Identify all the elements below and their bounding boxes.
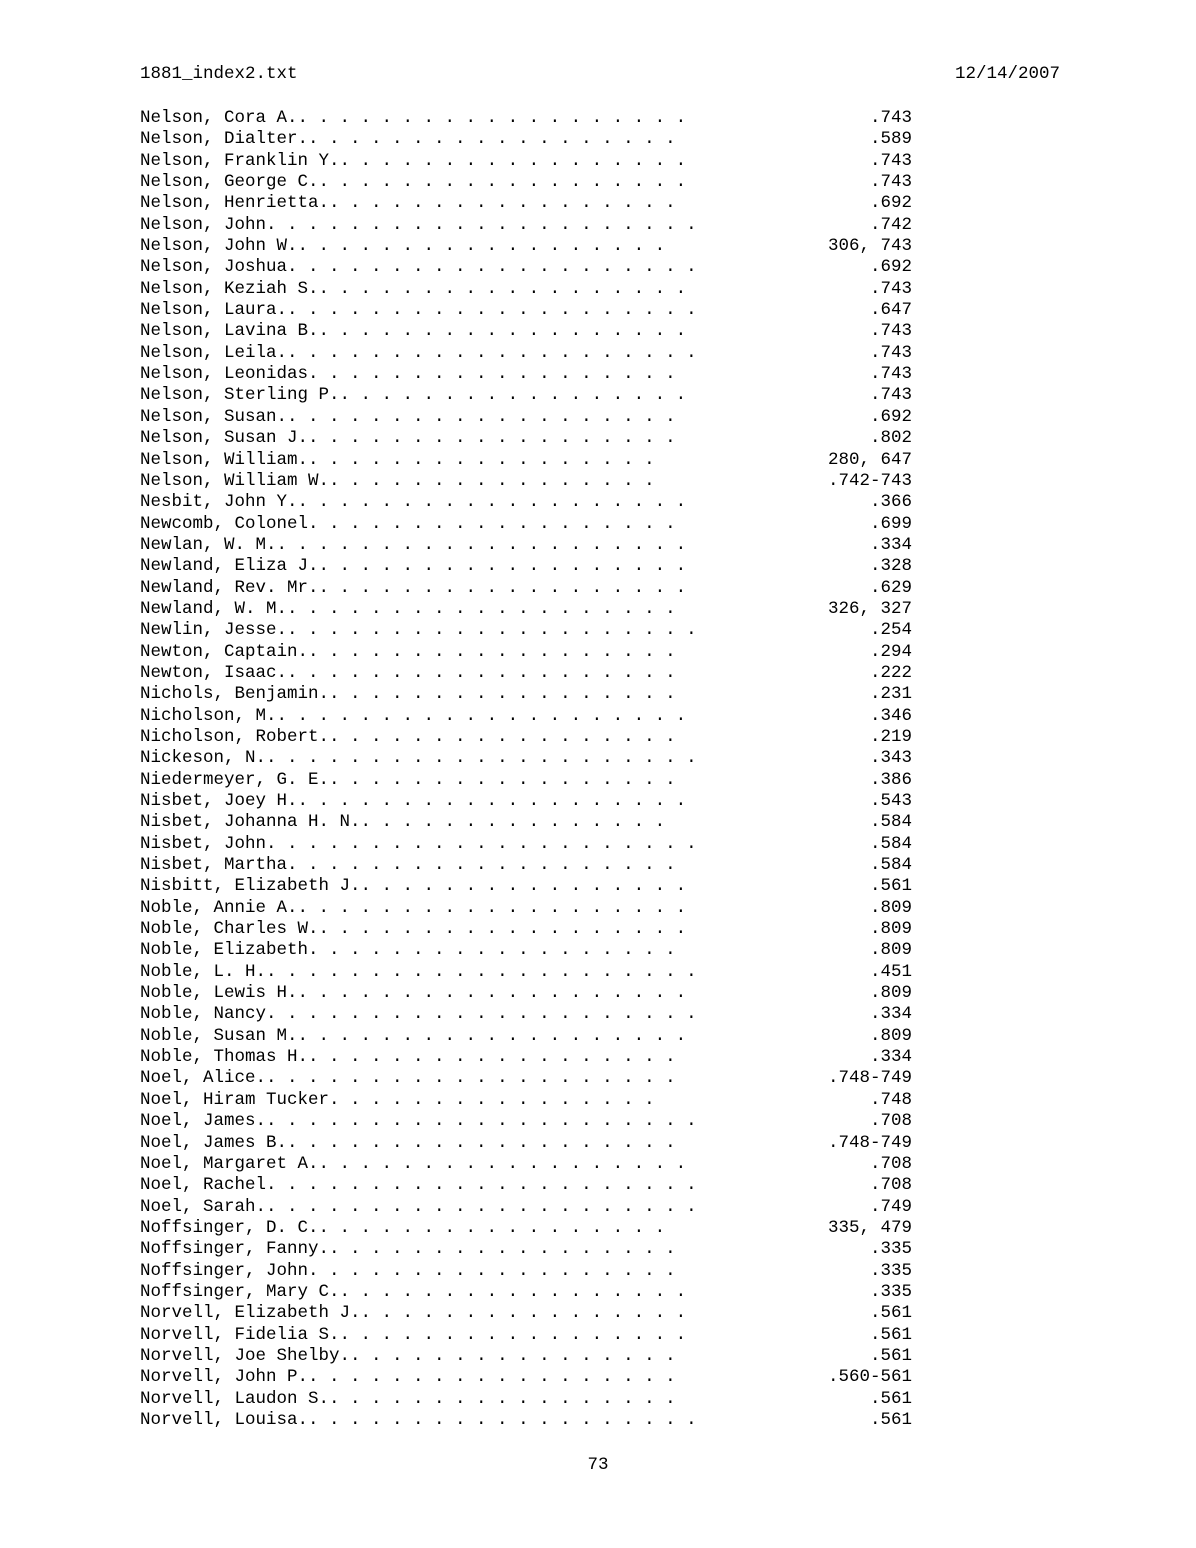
index-entry	[140, 1410, 912, 1431]
entry-name: Niedermeyer, G. E.	[140, 769, 330, 790]
index-entry	[140, 215, 912, 236]
entry-leader-dots: . . . . . . . . . . . . . . . .	[329, 1089, 655, 1110]
entry-leader-dots: . . . . . . . . . . . . . . . . . .	[318, 278, 687, 299]
entry-page-numbers: .561	[869, 876, 912, 897]
entry-leader-dots: . . . . . . . . . . . . . . . . . . . .	[287, 342, 697, 363]
index-entry	[140, 1282, 912, 1303]
entry-name: Nelson, Laura.	[140, 300, 288, 321]
entry-page-numbers: .742	[869, 214, 912, 235]
index-entry	[140, 1090, 912, 1111]
entry-name: Nelson, George C.	[140, 172, 319, 193]
index-entry	[140, 471, 912, 492]
entry-leader-dots: . . . . . . . . . . . . . . . . .	[339, 1281, 687, 1302]
entry-page-numbers: .809	[869, 983, 912, 1004]
index-entry	[140, 1111, 912, 1132]
index-entry	[140, 1004, 912, 1025]
entry-name: Noble, Susan M.	[140, 1025, 298, 1046]
index-entry	[140, 706, 912, 727]
entry-name: Nelson, John W.	[140, 236, 298, 257]
index-entry	[140, 812, 912, 833]
entry-name: Norvell, Joe Shelby.	[140, 1345, 351, 1366]
entry-page-numbers: .451	[869, 961, 912, 982]
entry-name: Nisbitt, Elizabeth J.	[140, 876, 361, 897]
entry-leader-dots: . . . . . . . . . . . . . . . . . .	[308, 1367, 676, 1388]
entry-page-numbers: .708	[869, 1153, 912, 1174]
entry-page-numbers: .743	[869, 150, 912, 171]
entry-page-numbers: .629	[869, 577, 912, 598]
entry-name: Newlan, W. M.	[140, 534, 277, 555]
index-entry	[140, 1197, 912, 1218]
index-entry	[140, 791, 912, 812]
entry-name: Newland, W. M.	[140, 598, 288, 619]
entry-leader-dots: . . . . . . . . . . . . . . . . .	[339, 150, 687, 171]
entry-name: Noble, Lewis H.	[140, 983, 298, 1004]
entry-leader-dots: . . . . . . . . . . . . . . . . . . . . .	[266, 1175, 697, 1196]
index-entry	[140, 514, 912, 535]
index-entry	[140, 450, 912, 471]
entry-name: Norvell, Laudon S.	[140, 1388, 330, 1409]
index-entry	[140, 1261, 912, 1282]
entry-leader-dots: . . . . . . . . . . . . . . . . . . . .	[276, 534, 687, 555]
entry-page-numbers: .584	[869, 833, 912, 854]
entry-page-numbers: .743	[869, 172, 912, 193]
index-entry	[140, 1346, 912, 1367]
entry-leader-dots: . . . . . . . . . . . . . . . . .	[329, 193, 676, 214]
entry-page-numbers: .809	[869, 897, 912, 918]
entry-name: Noffsinger, Mary C.	[140, 1281, 340, 1302]
entry-leader-dots: . . . . . . . . . . . . . . . . . . . .	[287, 257, 697, 278]
index-entry	[140, 1325, 912, 1346]
index-entry	[140, 279, 912, 300]
entry-name: Noel, Alice.	[140, 1068, 267, 1089]
entry-name: Nelson, Cora A.	[140, 108, 298, 128]
entry-name: Nelson, Henrietta.	[140, 193, 330, 214]
entry-page-numbers: .748-749	[827, 1068, 912, 1089]
entry-name: Nelson, Dialter.	[140, 129, 309, 150]
entry-page-numbers: .343	[869, 748, 912, 769]
entry-name: Noble, Annie A.	[140, 897, 298, 918]
entry-leader-dots: . . . . . . . . . . . . . . . . . . .	[297, 983, 687, 1004]
entry-leader-dots: . . . . . . . . . . . . . . . . . . .	[297, 1025, 687, 1046]
index-entry	[140, 748, 912, 769]
entry-leader-dots: . . . . . . . . . . . . . . . . . . . . .	[266, 833, 697, 854]
entry-name: Nicholson, M.	[140, 705, 277, 726]
entry-leader-dots: . . . . . . . . . . . . . . . . . . . . .	[266, 748, 697, 769]
entry-name: Newland, Eliza J.	[140, 556, 319, 577]
entry-page-numbers: .743	[869, 321, 912, 342]
entry-page-numbers: .809	[869, 919, 912, 940]
entry-page-numbers: .561	[869, 1345, 912, 1366]
index-entry	[140, 1175, 912, 1196]
entry-leader-dots: . . . . . . . . . . . . . . . . . . .	[297, 108, 687, 128]
entry-name: Noffsinger, Fanny.	[140, 1239, 330, 1260]
index-entry	[140, 642, 912, 663]
entry-page-numbers: .584	[869, 812, 912, 833]
entry-leader-dots: . . . . . . . . . . . . . . . . .	[339, 1324, 687, 1345]
entry-name: Newland, Rev. Mr.	[140, 577, 319, 598]
entry-name: Nelson, Susan.	[140, 406, 288, 427]
entry-name: Noel, Rachel	[140, 1175, 267, 1196]
entry-name: Noble, Elizabeth	[140, 940, 309, 961]
page-header	[140, 64, 1060, 84]
entry-page-numbers: .254	[869, 620, 912, 641]
entry-page-numbers: .561	[869, 1388, 912, 1409]
entry-leader-dots: . . . . . . . . . . . . . . . . . .	[308, 513, 676, 534]
entry-name: Norvell, Elizabeth J.	[140, 1303, 361, 1324]
index-entry	[140, 962, 912, 983]
entry-leader-dots: . . . . . . . . . . . . . . . . . . .	[297, 897, 687, 918]
index-entry	[140, 364, 912, 385]
entry-page-numbers: .222	[869, 662, 912, 683]
entry-page-numbers: .743	[869, 342, 912, 363]
entry-page-numbers: .742-743	[827, 470, 912, 491]
entry-name: Nesbit, John Y.	[140, 492, 298, 513]
index-entry	[140, 1303, 912, 1324]
entry-leader-dots: . . . . . . . . . . . . . . . . . .	[308, 129, 676, 150]
entry-leader-dots: . . . . . . . . . . . . . . . . . .	[308, 1260, 676, 1281]
entry-page-numbers: .334	[869, 1004, 912, 1025]
entry-name: Noel, Margaret A.	[140, 1153, 319, 1174]
index-entry	[140, 193, 912, 214]
index-entry	[140, 1026, 912, 1047]
entry-leader-dots: . . . . . . . . . . . . . . . . . .	[308, 641, 676, 662]
entry-leader-dots: . . . . . . . . . . . . . . . . . . . . .	[266, 214, 697, 235]
index-entry-list	[140, 108, 912, 1431]
entry-name: Nichols, Benjamin.	[140, 684, 330, 705]
entry-page-numbers: .543	[869, 791, 912, 811]
entry-leader-dots: . . . . . . . . . . . . . . . . . . .	[297, 492, 687, 513]
entry-page-numbers: .589	[869, 129, 912, 150]
index-entry	[140, 172, 912, 193]
index-entry	[140, 535, 912, 556]
entry-name: Noel, Sarah.	[140, 1196, 267, 1217]
entry-page-numbers: .334	[869, 534, 912, 555]
entry-page-numbers: .692	[869, 193, 912, 214]
entry-page-numbers: .692	[869, 406, 912, 427]
index-entry	[140, 492, 912, 513]
index-entry	[140, 257, 912, 278]
entry-leader-dots: . . . . . . . . . . . . . . .	[360, 812, 666, 833]
entry-page-numbers: 280, 647	[827, 449, 912, 470]
entry-leader-dots: . . . . . . . . . . . . . . . . .	[329, 1388, 676, 1409]
entry-leader-dots: . . . . . . . . . . . . . . . . . . .	[297, 791, 687, 811]
entry-page-numbers: .366	[869, 492, 912, 513]
entry-name: Newcomb, Colonel	[140, 513, 309, 534]
entry-leader-dots: . . . . . . . . . . . . . . . . . . . . .	[266, 1004, 697, 1025]
entry-name: Noble, Charles W.	[140, 919, 319, 940]
entry-name: Nelson, Keziah S.	[140, 278, 319, 299]
entry-name: Noble, L. H.	[140, 961, 267, 982]
entry-name: Newton, Isaac.	[140, 662, 288, 683]
index-entry	[140, 407, 912, 428]
entry-name: Nisbet, Joey H.	[140, 791, 298, 811]
entry-page-numbers: .743	[869, 278, 912, 299]
index-entry	[140, 1389, 912, 1410]
entry-page-numbers: .335	[869, 1239, 912, 1260]
entry-page-numbers: .802	[869, 428, 912, 449]
entry-page-numbers: .561	[869, 1409, 912, 1430]
document-filename: 1881_index2.txt	[140, 64, 298, 84]
entry-leader-dots: . . . . . . . . . . . . . . . . . . . .	[287, 620, 697, 641]
entry-page-numbers: .335	[869, 1281, 912, 1302]
index-entry	[140, 855, 912, 876]
index-entry	[140, 727, 912, 748]
entry-name: Nelson, Joshua	[140, 257, 288, 278]
entry-name: Nelson, Lavina B.	[140, 321, 319, 342]
index-entry	[140, 983, 912, 1004]
index-entry	[140, 129, 912, 150]
entry-leader-dots: . . . . . . . . . . . . . . . . . . .	[287, 662, 676, 683]
entry-page-numbers: .809	[869, 1025, 912, 1046]
index-entry	[140, 919, 912, 940]
entry-leader-dots: . . . . . . . . . . . . . . . . .	[318, 1217, 666, 1238]
entry-name: Norvell, Louisa.	[140, 1409, 309, 1430]
entry-leader-dots: . . . . . . . . . . . . . . . .	[329, 470, 655, 491]
entry-leader-dots: . . . . . . . . . . . . . . . . . . . .	[266, 1068, 676, 1089]
entry-page-numbers: .219	[869, 726, 912, 747]
entry-page-numbers: .748-749	[827, 1132, 912, 1153]
entry-name: Noffsinger, John	[140, 1260, 309, 1281]
entry-leader-dots: . . . . . . . . . . . . . . . . . .	[318, 321, 687, 342]
entry-name: Norvell, John P.	[140, 1367, 309, 1388]
entry-page-numbers: .699	[869, 513, 912, 534]
entry-leader-dots: . . . . . . . . . . . . . . . . . . . . .	[266, 1196, 697, 1217]
entry-name: Nisbet, John	[140, 833, 267, 854]
index-entry	[140, 578, 912, 599]
entry-leader-dots: . . . . . . . . . . . . . . . . . . .	[287, 855, 676, 876]
entry-leader-dots: . . . . . . . . . . . . . . . . .	[329, 1239, 676, 1260]
entry-page-numbers: .328	[869, 556, 912, 577]
entry-page-numbers: .809	[869, 940, 912, 961]
entry-leader-dots: . . . . . . . . . . . . . . . . .	[329, 726, 676, 747]
entry-name: Nickeson, N.	[140, 748, 267, 769]
index-entry	[140, 898, 912, 919]
entry-name: Noble, Thomas H.	[140, 1047, 309, 1068]
index-entry	[140, 343, 912, 364]
entry-leader-dots: . . . . . . . . . . . . . . . . . .	[318, 577, 687, 598]
entry-leader-dots: . . . . . . . . . . . . . . . . . . .	[287, 1132, 676, 1153]
index-entry	[140, 876, 912, 897]
entry-name: Nelson, John	[140, 214, 267, 235]
index-entry	[140, 1068, 912, 1089]
entry-name: Nicholson, Robert.	[140, 726, 330, 747]
entry-leader-dots: . . . . . . . . . . . . . . . . . . . .	[276, 705, 687, 726]
entry-leader-dots: . . . . . . . . . . . . . . . . . . .	[287, 406, 676, 427]
entry-name: Noble, Nancy	[140, 1004, 267, 1025]
index-entry	[140, 1154, 912, 1175]
entry-page-numbers: .743	[869, 108, 912, 128]
entry-leader-dots: . . . . . . . . . . . . . . . . . .	[297, 236, 666, 257]
index-entry	[140, 663, 912, 684]
entry-page-numbers: 335, 479	[827, 1217, 912, 1238]
entry-name: Nelson, Franklin Y.	[140, 150, 340, 171]
index-entry	[140, 385, 912, 406]
entry-name: Nelson, Leila.	[140, 342, 288, 363]
entry-page-numbers: .231	[869, 684, 912, 705]
entry-leader-dots: . . . . . . . . . . . . . . . . . . . . .	[266, 1111, 697, 1132]
entry-page-numbers: 306, 743	[827, 236, 912, 257]
entry-page-numbers: .743	[869, 385, 912, 406]
entry-leader-dots: . . . . . . . . . . . . . . . . .	[308, 449, 655, 470]
entry-page-numbers: .692	[869, 257, 912, 278]
entry-leader-dots: . . . . . . . . . . . . . . . . . . . .	[287, 300, 697, 321]
entry-page-numbers: .561	[869, 1324, 912, 1345]
entry-leader-dots: . . . . . . . . . . . . . . . . . .	[308, 428, 676, 449]
entry-leader-dots: . . . . . . . . . . . . . . . . .	[339, 385, 687, 406]
index-entry	[140, 151, 912, 172]
entry-leader-dots: . . . . . . . . . . . . . . . .	[350, 1345, 676, 1366]
entry-leader-dots: . . . . . . . . . . . . . . . . . . .	[287, 598, 676, 619]
entry-name: Norvell, Fidelia S.	[140, 1324, 340, 1345]
index-entry	[140, 599, 912, 620]
entry-leader-dots: . . . . . . . . . . . . . . . .	[360, 876, 687, 897]
document-date: 12/14/2007	[954, 64, 1060, 84]
entry-leader-dots: . . . . . . . . . . . . . . . . . .	[308, 940, 676, 961]
page-number: 73	[587, 1455, 609, 1475]
entry-leader-dots: . . . . . . . . . . . . . . . . . .	[318, 556, 687, 577]
entry-name: Nelson, William.	[140, 449, 309, 470]
entry-page-numbers: .584	[869, 855, 912, 876]
entry-page-numbers: .346	[869, 705, 912, 726]
entry-page-numbers: .334	[869, 1047, 912, 1068]
entry-page-numbers: .335	[869, 1260, 912, 1281]
entry-page-numbers: .743	[869, 364, 912, 385]
entry-page-numbers: .386	[869, 769, 912, 790]
entry-name: Noel, Hiram Tucker	[140, 1089, 330, 1110]
entry-page-numbers: .708	[869, 1175, 912, 1196]
page-footer	[0, 1455, 1196, 1475]
entry-page-numbers: 326, 327	[827, 598, 912, 619]
entry-leader-dots: . . . . . . . . . . . . . . . . .	[329, 684, 676, 705]
entry-page-numbers: .748	[869, 1089, 912, 1110]
index-entry	[140, 108, 912, 129]
entry-leader-dots: . . . . . . . . . . . . . . . . . .	[318, 1153, 687, 1174]
entry-page-numbers: .560-561	[827, 1367, 912, 1388]
index-entry	[140, 428, 912, 449]
entry-name: Newton, Captain.	[140, 641, 309, 662]
entry-leader-dots: . . . . . . . . . . . . . . . . . .	[318, 172, 687, 193]
entry-page-numbers: .708	[869, 1111, 912, 1132]
entry-leader-dots: . . . . . . . . . . . . . . . . . .	[308, 364, 676, 385]
entry-name: Nelson, William W.	[140, 470, 330, 491]
index-entry	[140, 620, 912, 641]
index-entry	[140, 834, 912, 855]
entry-leader-dots: . . . . . . . . . . . . . . . . .	[329, 769, 676, 790]
entry-page-numbers: .561	[869, 1303, 912, 1324]
entry-page-numbers: .294	[869, 641, 912, 662]
entry-name: Noffsinger, D. C.	[140, 1217, 319, 1238]
entry-name: Noel, James.	[140, 1111, 267, 1132]
entry-name: Nelson, Susan J.	[140, 428, 309, 449]
entry-name: Nisbet, Johanna H. N.	[140, 812, 361, 833]
entry-name: Nelson, Sterling P.	[140, 385, 340, 406]
index-entry	[140, 1047, 912, 1068]
entry-leader-dots: . . . . . . . . . . . . . . . . . .	[308, 1047, 676, 1068]
entry-name: Newlin, Jesse.	[140, 620, 288, 641]
index-entry	[140, 556, 912, 577]
entry-name: Nelson, Leonidas	[140, 364, 309, 385]
index-entry	[140, 1367, 912, 1388]
entry-name: Noel, James B.	[140, 1132, 288, 1153]
index-entry	[140, 1218, 912, 1239]
entry-leader-dots: . . . . . . . . . . . . . . . . . . . . .	[266, 961, 697, 982]
entry-page-numbers: .647	[869, 300, 912, 321]
entry-page-numbers: .749	[869, 1196, 912, 1217]
entry-leader-dots: . . . . . . . . . . . . . . . . . . .	[308, 1409, 697, 1430]
entry-leader-dots: . . . . . . . . . . . . . . . .	[360, 1303, 687, 1324]
index-entry	[140, 300, 912, 321]
index-entry	[140, 321, 912, 342]
index-entry	[140, 1239, 912, 1260]
entry-name: Nisbet, Martha	[140, 855, 288, 876]
index-entry	[140, 770, 912, 791]
index-entry	[140, 1133, 912, 1154]
entry-leader-dots: . . . . . . . . . . . . . . . . . .	[318, 919, 687, 940]
index-entry	[140, 236, 912, 257]
index-entry	[140, 940, 912, 961]
index-entry	[140, 684, 912, 705]
